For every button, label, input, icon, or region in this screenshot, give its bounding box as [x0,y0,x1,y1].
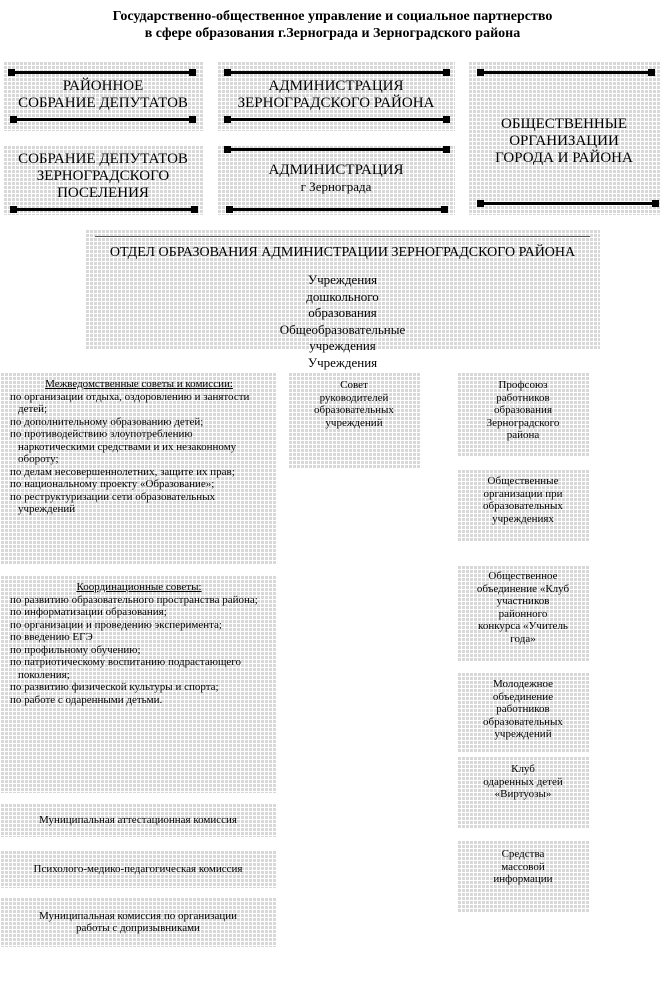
interagency-councils-box [0,372,276,564]
council-leaders-line: руководителей [319,391,389,404]
club-teacher-line: года» [510,632,536,645]
dept-line: Общеобразовательные [279,321,406,337]
union-line: работников [496,391,550,404]
connector-bar [11,71,193,74]
connector-bar [227,71,447,74]
union-line: Профсоюз [498,379,548,391]
club-teacher-box [457,565,589,661]
administration-city-box [217,145,455,215]
administration-city-text [217,162,455,195]
coordination-item: по введению ЕГЭ [10,631,93,643]
coordination-item: по профильному обучению; [10,643,141,656]
interagency-title: Межведомственные советы и комиссии: [45,378,233,390]
coordination-item: по организации и проведению эксперимента; [10,618,222,631]
sobranie-poselenia-text [3,151,203,202]
administration-raion-box [217,61,455,131]
connector-bar [13,118,193,121]
union-line: Зерноградского [486,416,560,429]
raion-sobranie-text [3,78,203,112]
council-leaders-box [288,372,420,468]
dept-line: учреждения [309,338,376,353]
coordination-councils-box [0,575,276,793]
conscripts-commission-line-2: работы с допризывниками [76,922,200,934]
education-department-box [85,229,600,370]
coordination-item: по развитию физической культуры и спорта; [10,681,219,693]
gifted-club-line: одаренных детей [483,775,563,788]
administration-city-line-2: г Зернограда [300,179,372,194]
interagency-item: по делам несовершеннолетних, защите их прав; [10,465,235,478]
dept-line: дошкольного [306,288,379,304]
council-leaders-line: Совет [340,379,368,391]
union-line: района [506,429,540,441]
administration-raion-text [217,78,455,112]
youth-line: объединение [492,690,554,703]
dept-line: Учреждения [307,272,378,287]
sobranie-poselenia-line-2: ЗЕРНОГРАДСКОГО [36,168,170,184]
interagency-item: по национальному проекту «Образование»; [10,478,215,490]
club-teacher-line: конкурса «Учитель [478,620,568,632]
coordination-item: по развитию образовательного пространства района; [10,593,258,606]
public-orgs-line-2: ОРГАНИЗАЦИИ [509,132,619,149]
education-department-title: ОТДЕЛ ОБРАЗОВАНИЯ АДМИНИСТРАЦИИ ЗЕРНОГРАДСКОГО РАЙОНА [109,245,576,260]
coordination-item: по патриотическому воспитанию подрастающего поколения; [10,656,242,681]
media-line: информации [493,873,553,885]
public-orgs-at-line: организации при [483,487,563,500]
public-orgs-text [468,101,660,181]
raion-sobranie-box [3,61,203,131]
connector-bar [229,208,445,211]
youth-line: работников [496,703,550,715]
sobranie-poselenia-box [3,145,203,215]
club-teacher-line: объединение «Клуб [476,582,570,595]
administration-raion-line-1: АДМИНИСТРАЦИЯ [268,78,404,94]
club-teacher-line: Общественное [488,570,558,582]
title-line-1: Государственно-общественное управление и социальное партнерство [112,9,553,24]
youth-line: учреждений [494,728,552,740]
education-department-list [85,272,600,371]
connector-bar [227,148,447,151]
club-teacher-line: участников [496,595,550,607]
gifted-club-box [457,756,589,828]
title-line-2: в сфере образования г.Зернограда и Зерноградского района [144,26,521,41]
interagency-item: по организации отдыха, оздоровлению и занятости детей; [10,390,250,415]
coordination-title: Координационные советы: [76,581,202,593]
media-box [457,840,589,912]
raion-sobranie-line-1: РАЙОННОЕ [62,78,144,94]
union-box [457,372,589,456]
raion-sobranie-line-2: СОБРАНИЕ ДЕПУТАТОВ [18,95,188,111]
connector-bar [227,118,447,121]
pmpk-commission-label: Психолого-медико-педагогическая комиссия [33,862,243,875]
sobranie-poselenia-line-1: СОБРАНИЕ ДЕПУТАТОВ [18,151,188,167]
dept-line: образования [308,305,377,320]
public-orgs-box [468,61,660,215]
sobranie-poselenia-line-3: ПОСЕЛЕНИЯ [57,185,149,201]
connector-bar [13,208,195,211]
council-leaders-line: образовательных [314,404,394,416]
public-orgs-line-1: ОБЩЕСТВЕННЫЕ [501,115,627,132]
media-line: Средства [501,848,545,860]
conscripts-commission-box [0,897,276,947]
media-line: массовой [501,860,545,873]
attestation-commission-box [0,803,276,837]
public-orgs-at-schools-box [457,469,589,541]
administration-raion-line-2: ЗЕРНОГРАДСКОГО РАЙОНА [237,95,435,111]
coordination-item: по информатизации образования; [10,606,167,618]
youth-line: образовательных [483,715,563,728]
dept-line: Учреждения [307,354,378,370]
interagency-item: по противодействию злоупотреблению наркотическими средствами и их незаконному обороту; [10,428,237,465]
public-orgs-at-line: Общественные [487,475,559,487]
pmpk-commission-box [0,850,276,888]
youth-association-box [457,672,589,752]
diagram-title [0,8,665,42]
public-orgs-line-3: ГОРОДА И РАЙОНА [495,149,633,166]
public-orgs-at-line: учреждениях [492,512,554,525]
gifted-club-line: «Виртуозы» [494,788,552,800]
public-orgs-at-line: образовательных [483,500,563,512]
youth-line: Молодежное [492,678,554,690]
connector-bar [480,202,656,205]
club-teacher-line: районного [498,607,548,620]
coordination-item: по работе с одаренными детьми. [10,693,163,706]
union-line: образования [493,404,553,416]
council-leaders-line: учреждений [325,416,383,429]
separator-line [95,236,590,237]
connector-bar [480,71,652,74]
conscripts-commission-line-1: Муниципальная комиссия по организации [38,909,238,922]
administration-city-line-1: АДМИНИСТРАЦИЯ [268,162,404,178]
attestation-commission-label: Муниципальная аттестационная комиссия [39,813,237,826]
interagency-item: по реструктуризации сети образовательных учреждений [10,490,216,515]
gifted-club-line: Клуб [511,763,535,775]
interagency-item: по дополнительному образованию детей; [10,415,204,428]
